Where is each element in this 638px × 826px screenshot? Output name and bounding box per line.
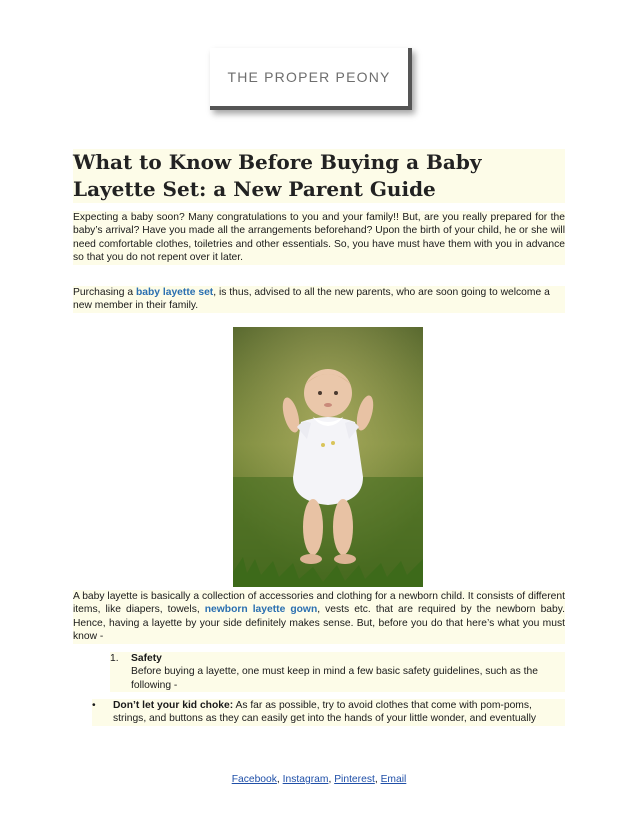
page-title: What to Know Before Buying a Baby Layette Set: a New Parent Guide (73, 149, 565, 203)
purchasing-text-start: Purchasing a (73, 287, 136, 298)
purchasing-text-end: , is thus, advised to all the new parents, who are soon going to welcome a new member in their family. (73, 287, 550, 312)
footer-separator: , (328, 774, 335, 785)
purchasing-paragraph (73, 286, 565, 313)
list-heading: Safety (131, 653, 162, 664)
list-text: Before buying a layette, one must keep in mind a few basic safety guidelines, such as the following - (131, 666, 538, 691)
layette-paragraph (73, 590, 565, 644)
pinterest-link[interactable]: Pinterest (334, 774, 375, 785)
list-item-safety (110, 652, 565, 692)
layette-text-start: A baby layette is basically a collection of accessories and clothing for a newborn child. It consists of different items, like diapers, towels, (73, 591, 565, 616)
logo-text: THE PROPER PEONY (227, 69, 391, 85)
bullet-marker: • (92, 700, 96, 711)
footer-separator: , (276, 774, 283, 785)
email-link[interactable]: Email (380, 774, 407, 785)
intro-paragraph: Expecting a baby soon? Many congratulations to you and your family!! But, are you really prepared for the baby’s arrival? Have you made all the arrangements beforehand? Upon the birth of your child, he or she will need comfortable clothes, toiletries and other essentials. So, you have must have them with you in advance so that you do not repent over it later. (73, 212, 565, 264)
footer-separator: , (374, 774, 381, 785)
baby-photo (233, 327, 423, 587)
layette-text-end: , vests etc. that are required by the newborn baby. Hence, having a layette by your side definitely makes sense. But, before you do that here’s what you must know - (73, 604, 565, 643)
instagram-link[interactable]: Instagram (282, 774, 329, 785)
baby-photo-illustration (233, 327, 423, 587)
logo (210, 48, 412, 110)
baby-layette-set-link[interactable]: baby layette set (135, 287, 214, 298)
bullet-item-choke (92, 699, 565, 726)
footer-links (0, 774, 638, 785)
facebook-link[interactable]: Facebook (231, 774, 277, 785)
list-number: 1. (110, 653, 119, 664)
bullet-bold: Don’t let your kid choke: (113, 700, 234, 711)
newborn-layette-gown-link[interactable]: newborn layette gown (204, 604, 318, 616)
bullet-text: As far as possible, try to avoid clothes that come with pom-poms, strings, and buttons as they can easily get into the hands of your little wonder, and eventually (113, 700, 537, 725)
